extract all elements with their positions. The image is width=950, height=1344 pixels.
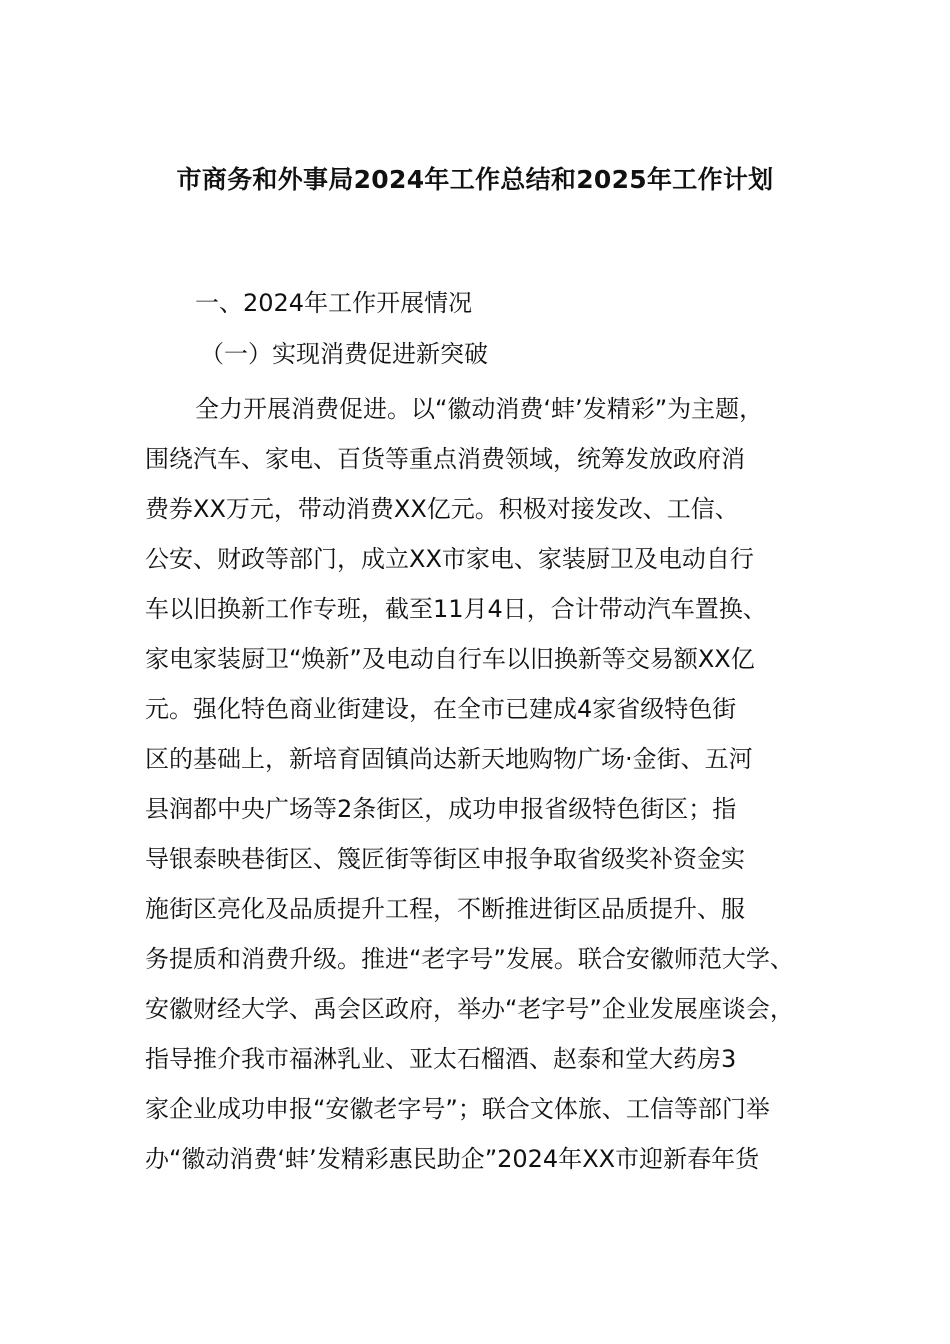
- paragraph-line: 全力开展消费促进。以“徽动消费‘蚌’发精彩”为主题，: [195, 395, 764, 423]
- paragraph-line: 车以旧换新工作专班，截至11月4日，合计带动汽车置换、: [145, 595, 767, 623]
- paragraph-line: 家企业成功申报“安徽老字号”；联合文体旅、工信等部门举: [145, 1095, 770, 1123]
- paragraph-line: 县润都中央广场等2条街区，成功申报省级特色街区；指: [145, 795, 737, 823]
- paragraph-line: 安徽财经大学、禹会区政府，举办“老字号”企业发展座谈会，: [145, 995, 794, 1023]
- paragraph-line: 施街区亮化及品质提升工程，不断推进街区品质提升、服: [145, 895, 745, 923]
- section-heading: 一、2024年工作开展情况: [195, 289, 473, 317]
- paragraph-line: 元。强化特色商业街建设，在全市已建成4家省级特色街: [145, 695, 737, 723]
- subsection-heading: （一）实现消费促进新突破: [200, 340, 488, 368]
- document-title: 市商务和外事局2024年工作总结和2025年工作计划: [176, 165, 774, 194]
- body-paragraph: [145, 384, 845, 1184]
- paragraph-line: 费券XX万元，带动消费XX亿元。积极对接发改、工信、: [145, 495, 739, 523]
- paragraph-line: 围绕汽车、家电、百货等重点消费领域，统筹发放政府消: [145, 445, 745, 473]
- paragraph-line: 家电家装厨卫“焕新”及电动自行车以旧换新等交易额XX亿: [145, 645, 755, 673]
- paragraph-line: 区的基础上，新培育固镇尚达新天地购物广场·金街、五河: [145, 745, 753, 773]
- paragraph-line: 办“徽动消费‘蚌’发精彩惠民助企”2024年XX市迎新春年货: [145, 1145, 760, 1173]
- paragraph-line: 公安、财政等部门，成立XX市家电、家装厨卫及电动自行: [145, 545, 754, 573]
- paragraph-line: 指导推介我市福淋乳业、亚太石榴酒、赵泰和堂大药房3: [145, 1045, 737, 1073]
- paragraph-line: 导银泰映巷街区、篾匠街等街区申报争取省级奖补资金实: [145, 845, 745, 873]
- paragraph-line: 务提质和消费升级。推进“老字号”发展。联合安徽师范大学、: [145, 945, 794, 973]
